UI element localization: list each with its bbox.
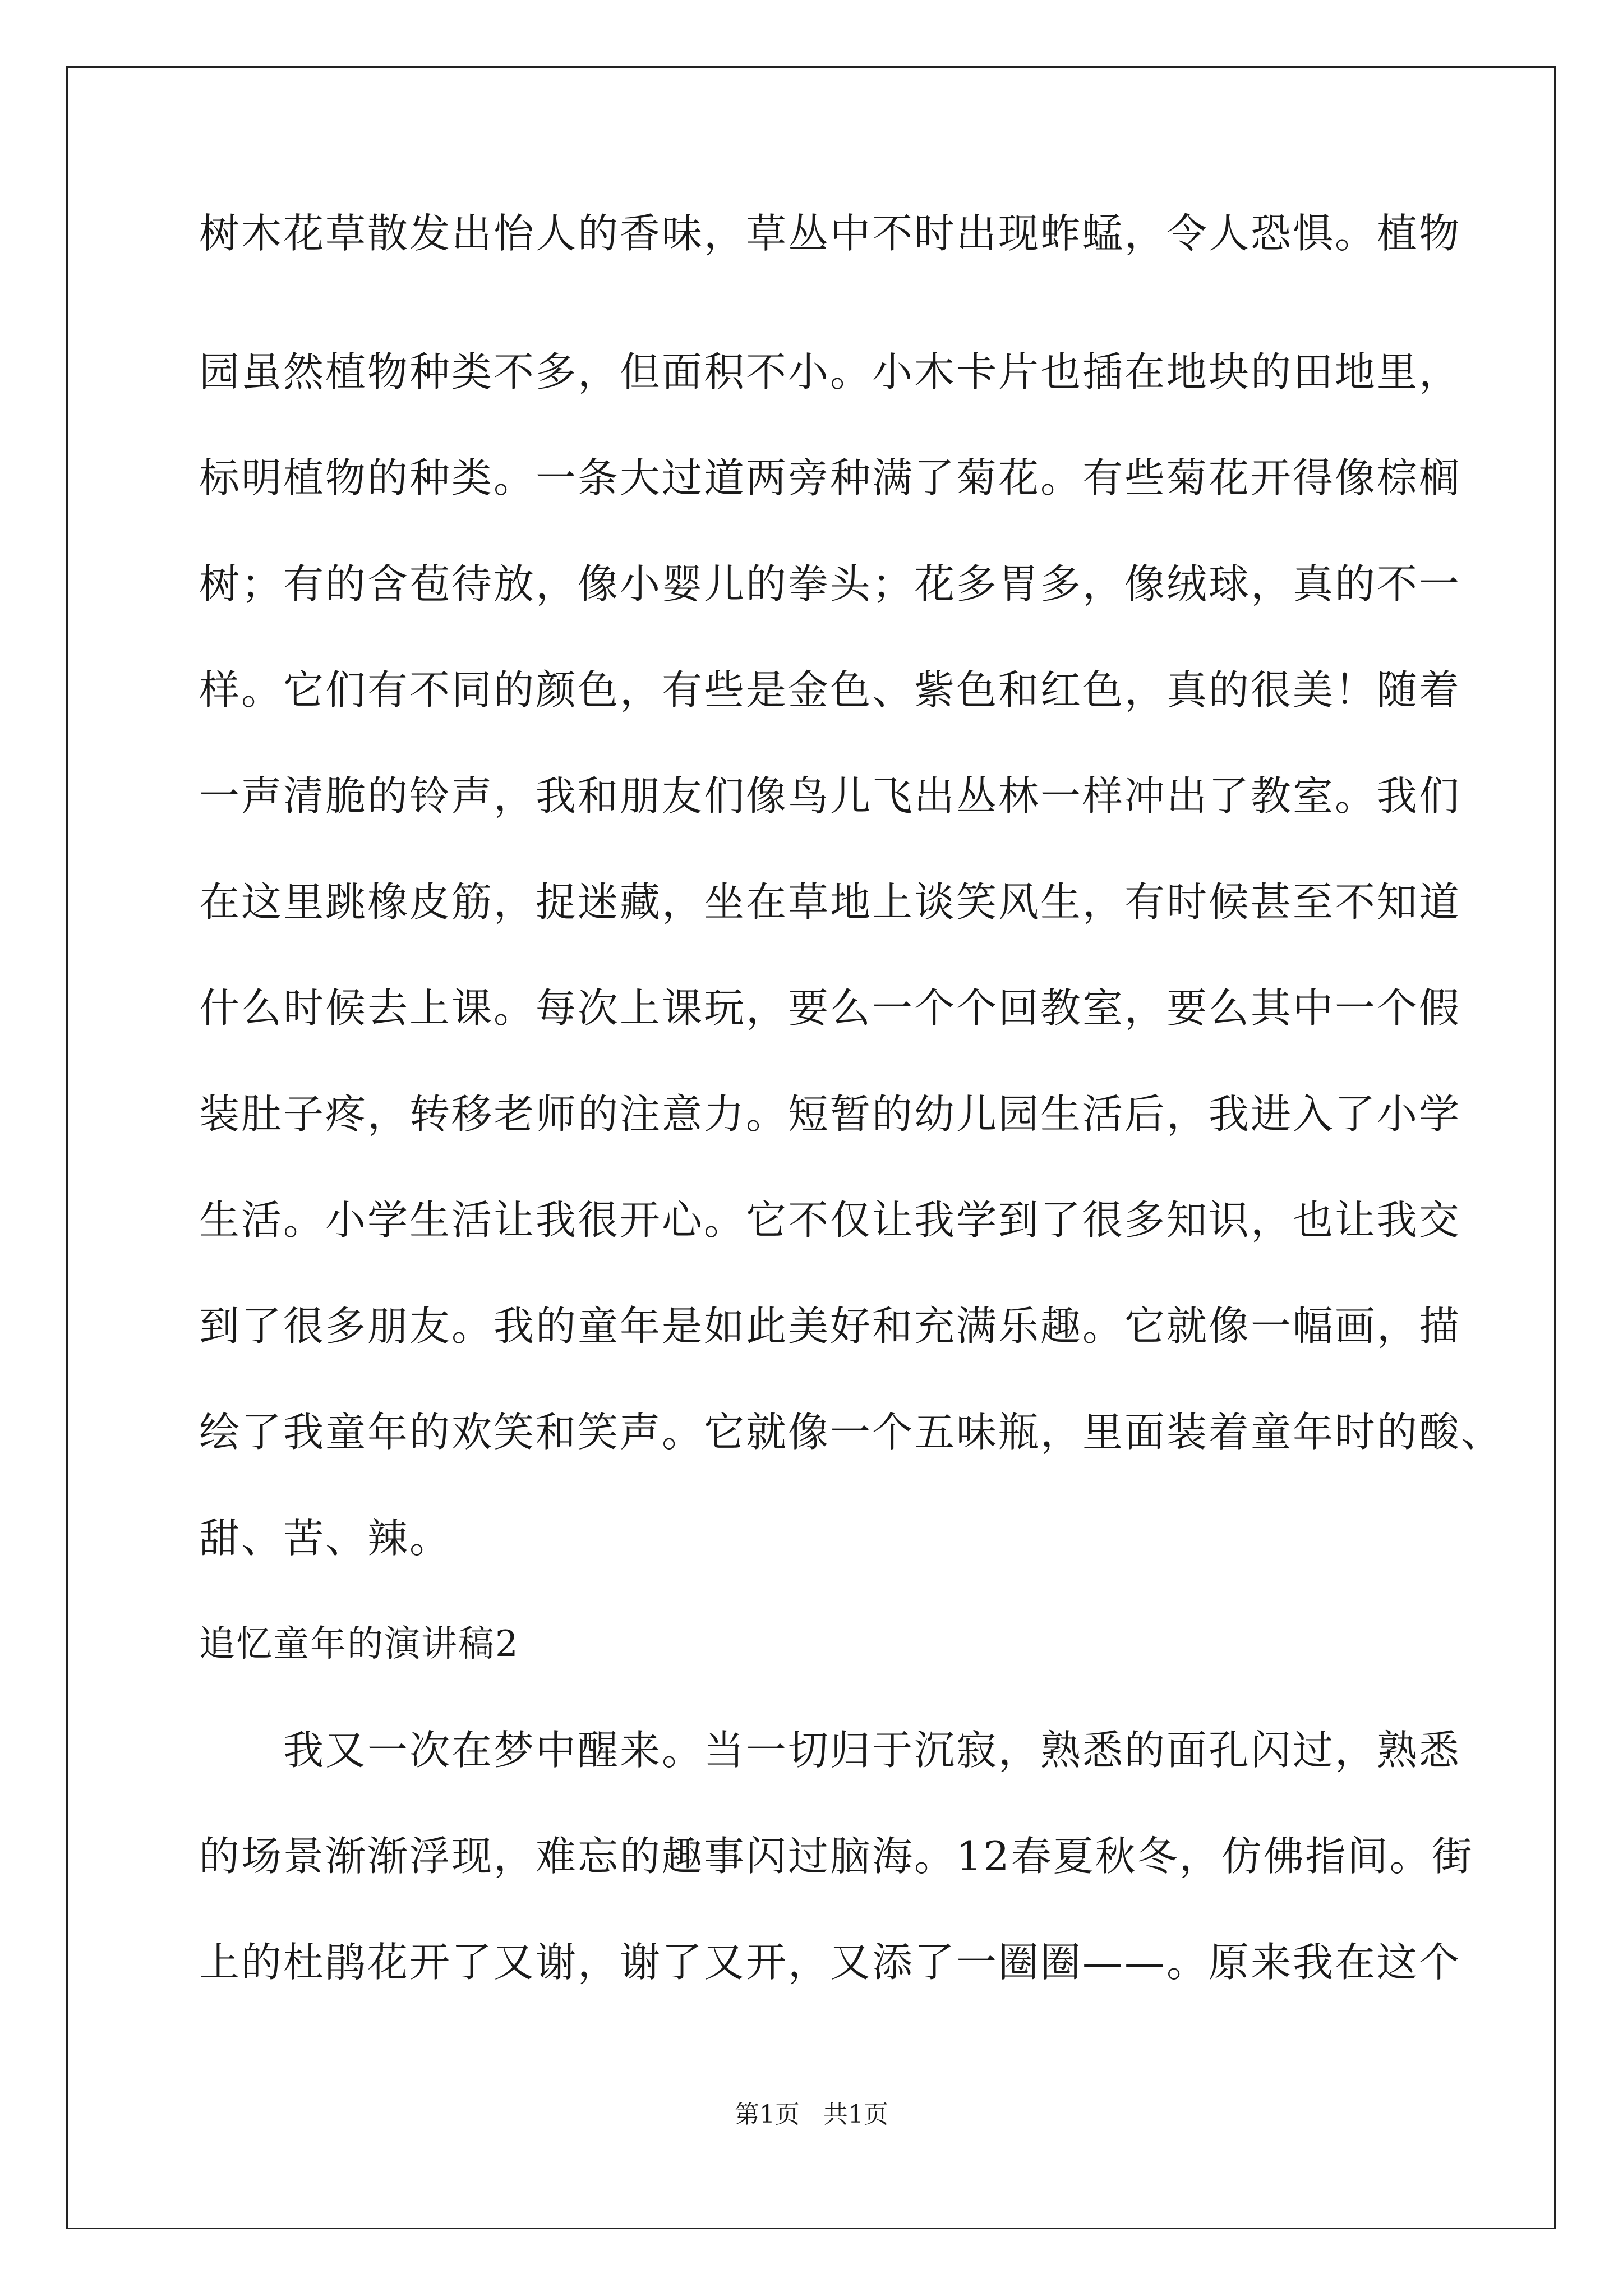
body-line: 什么时候去上课。每次上课玩，要么一个个回教室，要么其中一个假 — [199, 984, 1461, 1032]
body-line: 树木花草散发出怡人的香味，草丛中不时出现蚱蜢，令人恐惧。植物 — [199, 210, 1461, 257]
body-line: 园虽然植物种类不多，但面积不小。小木卡片也插在地块的田地里， — [199, 348, 1461, 395]
body-line: 绘了我童年的欢笑和笑声。它就像一个五味瓶，里面装着童年时的酸、 — [199, 1409, 1504, 1456]
body-line: 标明植物的种类。一条大过道两旁种满了菊花。有些菊花开得像棕榈 — [199, 454, 1461, 501]
page-footer: 第1页 共1页 — [735, 2100, 888, 2129]
document-body — [199, 210, 1504, 2016]
body-line: 的场景渐渐浮现，难忘的趣事闪过脑海。12春夏秋冬，仿佛指间。街 — [199, 1833, 1474, 1880]
body-line: 上的杜鹃花开了又谢，谢了又开，又添了一圈圈——。原来我在这个 — [199, 1939, 1461, 1986]
body-line: 生活。小学生活让我很开心。它不仅让我学到了很多知识，也让我交 — [199, 1197, 1461, 1244]
body-line: 一声清脆的铃声，我和朋友们像鸟儿飞出丛林一样冲出了教室。我们 — [199, 772, 1461, 820]
section-heading: 追忆童年的演讲稿2 — [199, 1623, 519, 1665]
body-line: 到了很多朋友。我的童年是如此美好和充满乐趣。它就像一幅画，描 — [199, 1303, 1461, 1350]
body-line: 树；有的含苞待放，像小婴儿的拳头；花多胃多，像绒球，真的不一 — [199, 560, 1461, 608]
body-line: 样。它们有不同的颜色，有些是金色、紫色和红色，真的很美！随着 — [199, 666, 1461, 714]
body-line: 装肚子疼，转移老师的注意力。短暂的幼儿园生活后，我进入了小学 — [199, 1091, 1461, 1138]
body-line: 我又一次在梦中醒来。当一切归于沉寂，熟悉的面孔闪过，熟悉 — [283, 1727, 1461, 1774]
body-line: 甜、苦、辣。 — [199, 1515, 452, 1562]
body-line: 在这里跳橡皮筋，捉迷藏，坐在草地上谈笑风生，有时候甚至不知道 — [199, 878, 1461, 926]
